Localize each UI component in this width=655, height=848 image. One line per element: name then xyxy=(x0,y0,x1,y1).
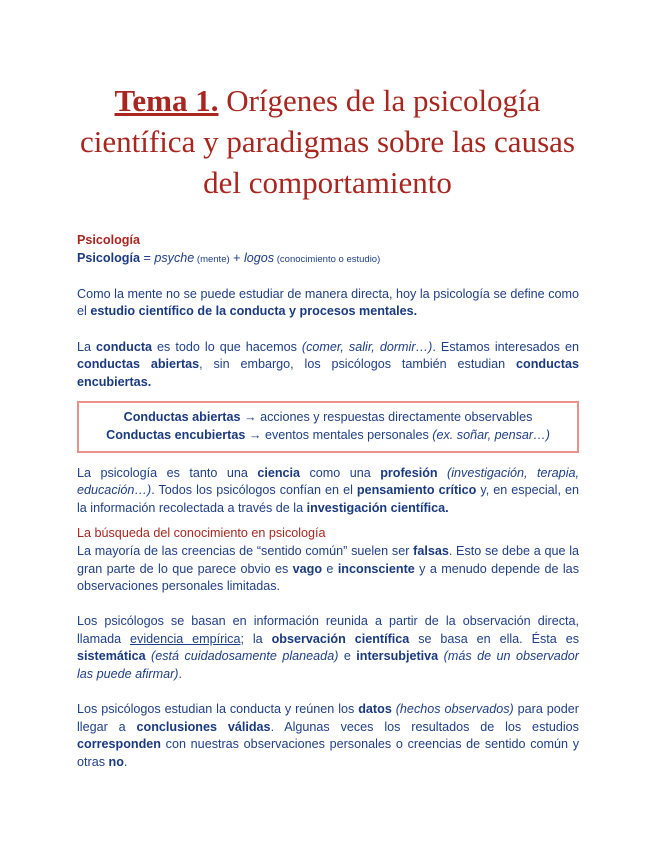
bold-text: intersubjetiva xyxy=(356,649,439,664)
text: La mayoría de las creencias de “sentido común” suelen ser xyxy=(77,543,414,558)
text: La psicología es tanto una xyxy=(77,465,258,480)
text: . Esto se debe a que la gran parte de lo que parece obvio es xyxy=(77,543,579,576)
bold-text: vago xyxy=(292,561,323,576)
bold-text: Conductas abiertas xyxy=(123,410,241,425)
term-logos: logos xyxy=(244,250,275,265)
text: para poder llegar a xyxy=(77,702,579,734)
bold-text: corresponden xyxy=(77,737,161,752)
text: es todo lo que hacemos xyxy=(152,339,302,354)
section-heading-psicologia: Psicología xyxy=(77,233,140,247)
definition-equals: = xyxy=(140,250,155,265)
bold-text: pensamiento crítico xyxy=(356,483,477,498)
bold-text: conducta xyxy=(96,339,153,354)
box-line-encubiertas xyxy=(87,427,569,445)
paragraph-ciencia-profesion xyxy=(77,465,579,518)
term-psyche: psyche xyxy=(154,250,195,265)
text: como una xyxy=(300,465,381,480)
text: e xyxy=(338,649,357,664)
text: Como la mente no se puede estudiar de manera directa, hoy la psicología se define como el xyxy=(77,286,579,319)
text: , sin embargo, los psicólogos también estudian xyxy=(199,357,517,372)
paragraph-datos xyxy=(77,701,579,771)
definition-line xyxy=(77,250,579,269)
bold-text: datos xyxy=(358,702,392,717)
text: ; la xyxy=(240,631,272,646)
bold-text: conclusiones válidas xyxy=(136,719,271,734)
text: . Algunas veces los resultados de los estudios xyxy=(270,719,579,734)
section-heading-busqueda: La búsqueda del conocimiento en psicología xyxy=(77,526,326,541)
logos-note: (conocimiento o estudio) xyxy=(274,253,381,265)
definition-label: Psicología xyxy=(77,250,140,265)
text: . Todos los psicólogos confían en el xyxy=(151,483,357,498)
bold-text: profesión xyxy=(380,465,438,480)
italic-text: (ex. soñar, pensar…) xyxy=(432,427,550,442)
title-number: Tema 1. xyxy=(114,83,219,118)
text: Los psicólogos se basan en información reunida a partir de la observación directa, llamada xyxy=(77,614,579,646)
underlined-text: evidencia empírica xyxy=(130,631,241,646)
title-text: Orígenes de la psicología científica y paradigmas sobre las causas del comportamiento xyxy=(80,83,575,200)
text: . xyxy=(178,667,182,682)
italic-text: (investigación, terapia, educación…) xyxy=(77,465,579,498)
text: con nuestras observaciones personales o creencias de sentido común y otras xyxy=(77,737,579,770)
bold-text: no xyxy=(108,755,124,770)
bold-text: estudio científico de la conducta y procesos mentales. xyxy=(90,304,418,319)
text: se basa en ella. Ésta es xyxy=(409,631,580,646)
bold-text: conductas encubiertas. xyxy=(77,357,579,389)
text: . xyxy=(123,755,128,770)
paragraph-definition xyxy=(77,286,579,321)
conductas-box xyxy=(77,401,579,452)
bold-text: falsas xyxy=(413,543,449,558)
bold-text: observación científica xyxy=(271,631,410,646)
text: . Estamos interesados en xyxy=(432,339,579,354)
italic-text: (está cuidadosamente planeada) xyxy=(145,649,339,664)
bold-text: inconsciente xyxy=(337,561,415,576)
bold-text: ciencia xyxy=(257,465,301,480)
paragraph-conducta xyxy=(77,339,579,392)
text: Los psicólogos estudian la conducta y reúnen los xyxy=(77,702,359,717)
italic-text: (más de un observador las puede afirmar) xyxy=(77,649,579,682)
box-line-abiertas xyxy=(87,409,569,427)
italic-text: (hechos observados) xyxy=(391,702,514,717)
document-body xyxy=(77,232,579,772)
definition-plus: + xyxy=(229,250,244,265)
paragraph-observacion xyxy=(77,613,579,683)
bold-text: investigación científica. xyxy=(306,500,449,515)
paragraph-sentido-comun xyxy=(77,543,579,596)
italic-text: (comer, salir, dormir…) xyxy=(301,339,433,354)
bold-text: sistemática xyxy=(77,649,146,664)
text: e xyxy=(322,561,338,576)
bold-text: Conductas encubiertas xyxy=(106,427,246,442)
bold-text: conductas abiertas xyxy=(77,357,200,372)
text: La xyxy=(77,339,97,354)
text: → eventos mentales personales xyxy=(245,427,433,442)
document-title xyxy=(60,80,595,203)
psyche-note: (mente) xyxy=(194,253,230,265)
text: y, en especial, en la información recolectada a través de la xyxy=(77,483,579,515)
text: → acciones y respuestas directamente observables xyxy=(240,410,533,425)
text: y a menudo depende de las observaciones personales limitadas. xyxy=(77,561,579,594)
